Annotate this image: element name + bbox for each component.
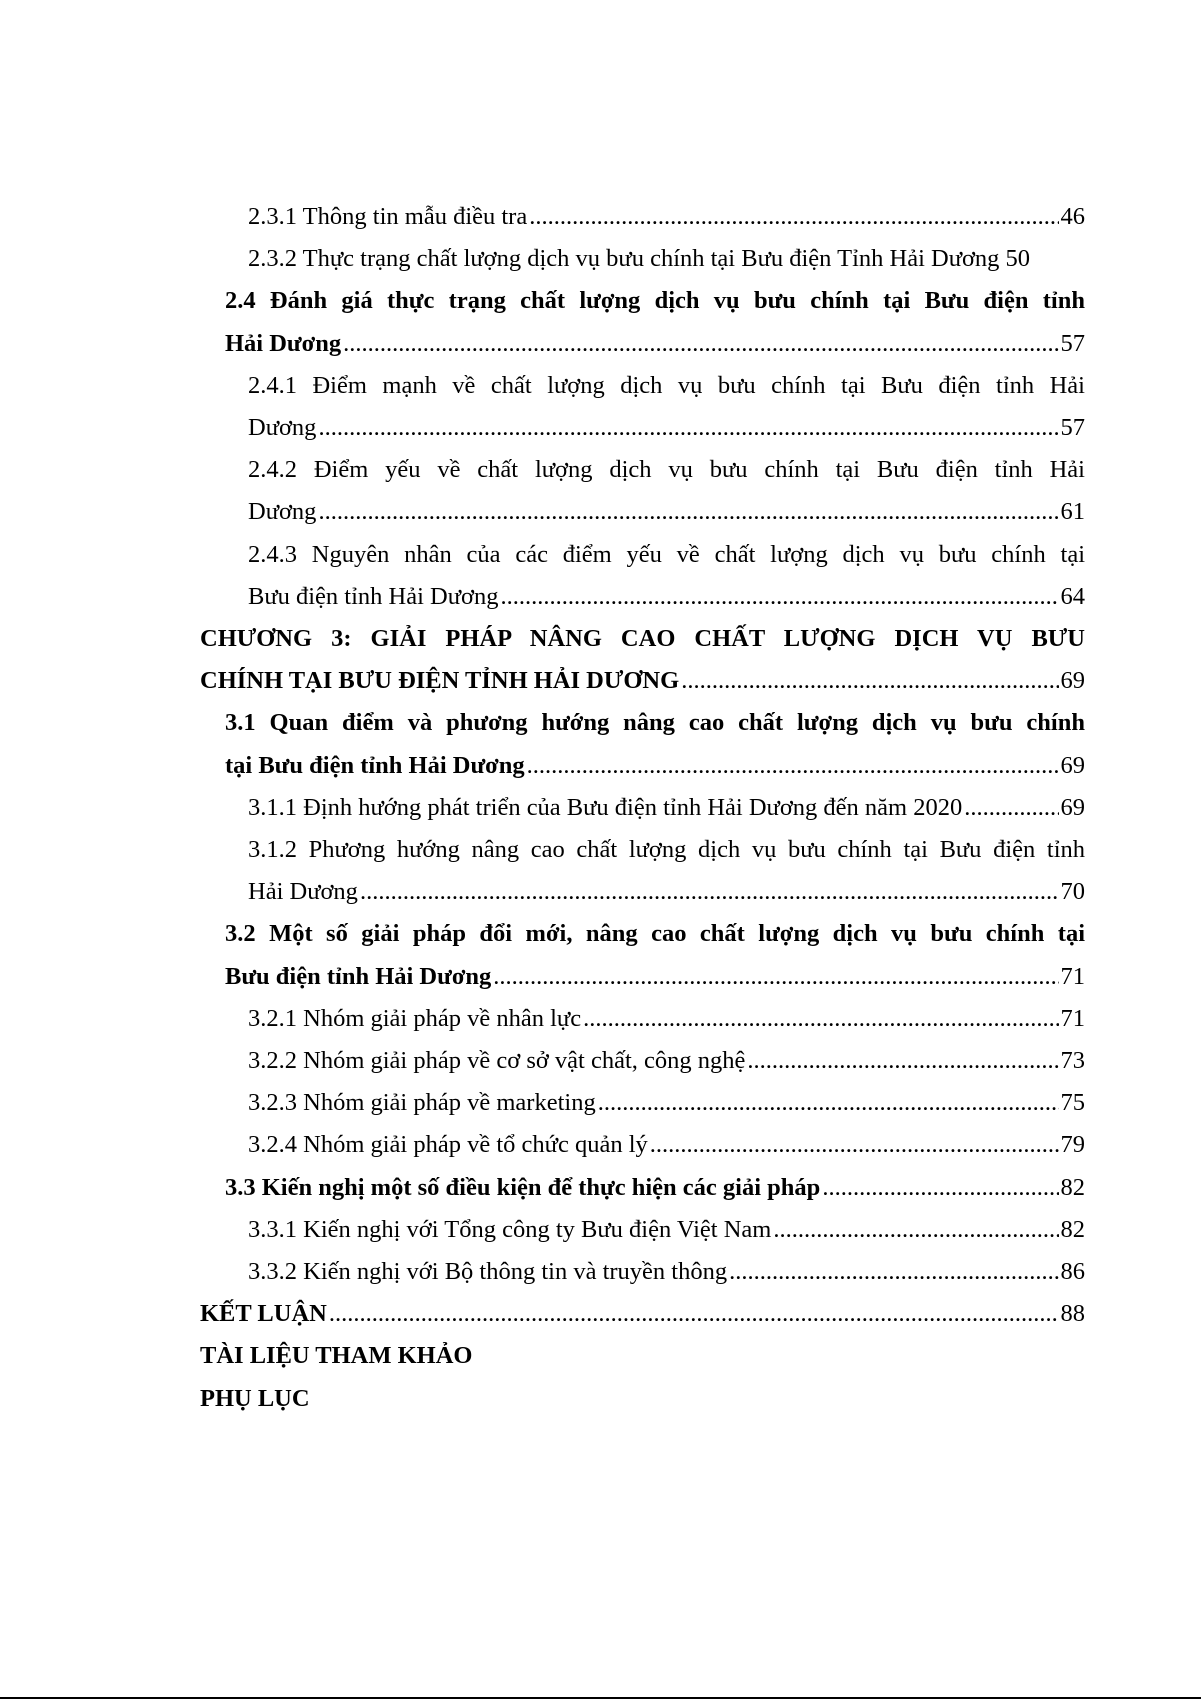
toc-entry[interactable] bbox=[200, 1378, 1085, 1420]
page-number: 71 bbox=[1060, 962, 1085, 990]
toc-entry[interactable] bbox=[200, 1167, 1085, 1209]
toc-entry-text: 3.2.1 Nhóm giải pháp về nhân lực bbox=[248, 1004, 582, 1032]
toc-entry-line bbox=[200, 1293, 1085, 1335]
toc-entry[interactable] bbox=[200, 1293, 1085, 1335]
page-number: 71 bbox=[1060, 1004, 1085, 1032]
dot-leader bbox=[529, 196, 1058, 238]
toc-entry-line bbox=[200, 1335, 1085, 1377]
toc-entry[interactable] bbox=[200, 238, 1085, 280]
toc-entry-line bbox=[248, 576, 1085, 618]
page-number: 82 bbox=[1060, 1215, 1085, 1243]
dot-leader bbox=[500, 576, 1058, 618]
table-of-contents bbox=[200, 196, 1085, 1420]
page-number: 86 bbox=[1060, 1258, 1085, 1286]
dot-leader bbox=[343, 323, 1058, 365]
dot-leader bbox=[773, 1209, 1058, 1251]
toc-entry-line bbox=[248, 787, 1085, 829]
toc-entry-text: 2.4.3 Nguyên nhân của các điểm yếu về chất lượng dịch vụ bưu chính tại bbox=[248, 540, 1085, 568]
page-number: 70 bbox=[1060, 878, 1085, 906]
page-number: 64 bbox=[1060, 582, 1085, 610]
toc-entry-text: Bưu điện tỉnh Hải Dương bbox=[225, 962, 492, 990]
toc-entry[interactable] bbox=[200, 449, 1085, 533]
page-number: 69 bbox=[1060, 751, 1085, 779]
page-number: 69 bbox=[1060, 793, 1085, 821]
toc-entry[interactable] bbox=[200, 365, 1085, 449]
toc-entry-text: Hải Dương bbox=[248, 878, 358, 906]
toc-entry-text: Bưu điện tỉnh Hải Dương bbox=[248, 582, 499, 610]
page-number: 57 bbox=[1060, 329, 1085, 357]
toc-entry-text: Dương bbox=[248, 498, 317, 526]
toc-entry-text: 3.2.4 Nhóm giải pháp về tổ chức quản lý bbox=[248, 1131, 648, 1159]
toc-entry-line bbox=[200, 1378, 1085, 1420]
toc-entry-line bbox=[248, 407, 1085, 449]
dot-leader bbox=[329, 1293, 1059, 1335]
toc-entry[interactable] bbox=[200, 998, 1085, 1040]
toc-entry-text: 2.3.2 Thực trạng chất lượng dịch vụ bưu chính tại Bưu điện Tỉnh Hải Dương 50 bbox=[248, 245, 1031, 273]
toc-entry-text: 3.1.2 Phương hướng nâng cao chất lượng dịch vụ bưu chính tại Bưu điện tỉnh bbox=[248, 836, 1085, 864]
toc-entry[interactable] bbox=[200, 618, 1085, 702]
page-number: 61 bbox=[1060, 498, 1085, 526]
dot-leader bbox=[650, 1124, 1059, 1166]
toc-entry-line bbox=[248, 1124, 1085, 1166]
dot-leader bbox=[527, 745, 1059, 787]
toc-entry[interactable] bbox=[200, 534, 1085, 618]
toc-entry-line bbox=[248, 998, 1085, 1040]
toc-entry-text: CHƯƠNG 3: GIẢI PHÁP NÂNG CAO CHẤT LƯỢNG DỊCH VỤ BƯU bbox=[200, 625, 1085, 653]
toc-entry-text: CHÍNH TẠI BƯU ĐIỆN TỈNH HẢI DƯƠNG bbox=[200, 667, 680, 695]
dot-leader bbox=[493, 956, 1058, 998]
toc-entry-text: 3.3.1 Kiến nghị với Tổng công ty Bưu điện Việt Nam bbox=[248, 1215, 772, 1243]
toc-entry-text: 3.2 Một số giải pháp đổi mới, nâng cao chất lượng dịch vụ bưu chính tại bbox=[225, 920, 1085, 948]
page-number: 79 bbox=[1060, 1131, 1085, 1159]
toc-entry-text: Dương bbox=[248, 414, 317, 442]
dot-leader bbox=[318, 491, 1058, 533]
toc-entry-text: 3.2.3 Nhóm giải pháp về marketing bbox=[248, 1089, 596, 1117]
toc-entry[interactable] bbox=[200, 196, 1085, 238]
dot-leader bbox=[318, 407, 1058, 449]
dot-leader bbox=[598, 1082, 1059, 1124]
toc-entry-text: 3.1 Quan điểm và phương hướng nâng cao chất lượng dịch vụ bưu chính bbox=[225, 709, 1085, 737]
toc-entry[interactable] bbox=[200, 913, 1085, 997]
toc-entry-line bbox=[248, 238, 1085, 280]
toc-entry-text: 3.3 Kiến nghị một số điều kiện để thực hiện các giải pháp bbox=[225, 1173, 821, 1201]
toc-entry-text: tại Bưu điện tỉnh Hải Dương bbox=[225, 751, 525, 779]
toc-entry-text: KẾT LUẬN bbox=[200, 1300, 327, 1328]
page-number: 82 bbox=[1060, 1173, 1085, 1201]
toc-entry-line bbox=[248, 1209, 1085, 1251]
toc-entry-text: 2.4.2 Điểm yếu về chất lượng dịch vụ bưu chính tại Bưu điện tỉnh Hải bbox=[248, 456, 1085, 484]
toc-entry-line bbox=[200, 660, 1085, 702]
dot-leader bbox=[729, 1251, 1058, 1293]
toc-entry[interactable] bbox=[200, 787, 1085, 829]
toc-entry-text: 2.4.1 Điểm mạnh về chất lượng dịch vụ bưu chính tại Bưu điện tỉnh Hải bbox=[248, 371, 1085, 399]
toc-entry-line bbox=[248, 491, 1085, 533]
toc-entry[interactable] bbox=[200, 1040, 1085, 1082]
toc-entry-line bbox=[225, 1167, 1085, 1209]
toc-entry[interactable] bbox=[200, 829, 1085, 913]
toc-entry[interactable] bbox=[200, 1082, 1085, 1124]
dot-leader bbox=[360, 871, 1059, 913]
page-number: 46 bbox=[1060, 203, 1085, 230]
toc-entry-line bbox=[248, 1040, 1085, 1082]
toc-entry-line bbox=[248, 196, 1085, 238]
toc-entry-text: 2.4 Đánh giá thực trạng chất lượng dịch vụ bưu chính tại Bưu điện tỉnh bbox=[225, 287, 1085, 315]
toc-entry[interactable] bbox=[200, 1335, 1085, 1377]
toc-entry-text: Hải Dương bbox=[225, 329, 342, 357]
page-number: 75 bbox=[1060, 1089, 1085, 1117]
toc-entry-text: 3.2.2 Nhóm giải pháp về cơ sở vật chất, công nghệ bbox=[248, 1047, 746, 1075]
dot-leader bbox=[583, 998, 1058, 1040]
page-number: 88 bbox=[1060, 1300, 1085, 1328]
toc-entry[interactable] bbox=[200, 1124, 1085, 1166]
dot-leader bbox=[822, 1167, 1058, 1209]
toc-entry-text: 3.1.1 Định hướng phát triển của Bưu điện tỉnh Hải Dương đến năm 2020 bbox=[248, 793, 963, 821]
toc-entry-line bbox=[225, 323, 1085, 365]
toc-entry[interactable] bbox=[200, 1251, 1085, 1293]
dot-leader bbox=[747, 1040, 1058, 1082]
page-number: 69 bbox=[1060, 667, 1085, 695]
toc-entry-line bbox=[248, 1082, 1085, 1124]
page-number: 73 bbox=[1060, 1047, 1085, 1075]
dot-leader bbox=[964, 787, 1058, 829]
toc-entry[interactable] bbox=[200, 702, 1085, 786]
page-number: 57 bbox=[1060, 414, 1085, 442]
toc-entry[interactable] bbox=[200, 1209, 1085, 1251]
toc-entry-line bbox=[248, 1251, 1085, 1293]
toc-entry-line bbox=[248, 871, 1085, 913]
toc-entry[interactable] bbox=[200, 280, 1085, 364]
toc-entry-line bbox=[225, 745, 1085, 787]
toc-entry-text: 3.3.2 Kiến nghị với Bộ thông tin và truyền thông bbox=[248, 1258, 728, 1286]
dot-leader bbox=[681, 660, 1058, 702]
toc-entry-text: PHỤ LỤC bbox=[200, 1384, 310, 1412]
toc-entry-text: 2.3.1 Thông tin mẫu điều tra bbox=[248, 203, 528, 230]
toc-entry-text: TÀI LIỆU THAM KHẢO bbox=[200, 1342, 473, 1370]
toc-entry-line bbox=[225, 956, 1085, 998]
